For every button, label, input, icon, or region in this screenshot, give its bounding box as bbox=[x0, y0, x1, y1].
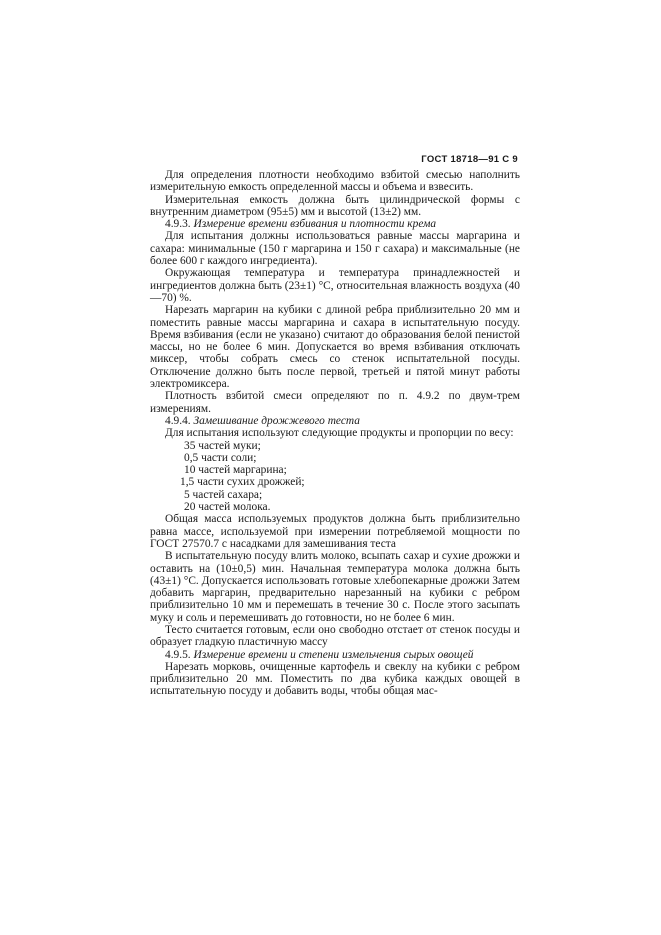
section-title: Замешивание дрожжевого теста bbox=[193, 414, 360, 427]
ingredient-list bbox=[150, 440, 520, 514]
list-item: 1,5 части сухих дрожжей; bbox=[180, 476, 305, 489]
document-page bbox=[150, 153, 520, 698]
section-title: Измерение времени и степени измельчения сырых овощей bbox=[193, 648, 474, 661]
list-item: 5 частей сахара; bbox=[184, 488, 263, 501]
section-heading-4-9-3 bbox=[150, 218, 520, 230]
list-item: 20 частей молока. bbox=[184, 501, 271, 514]
paragraph-density-measure: Плотность взбитой смеси определяют по п. 4.9.2 по двум-трем измерениям. bbox=[150, 390, 520, 415]
paragraph-procedure: В испытательную посуду влить молоко, всыпать сахар и сухие дрожжи и оставить на (10±0,5) мин. Начальная температура молока должна быть (43±1) °С. Допускается использовать готовые хлебопекарные дрожжи Затем добавить маргарин, предварительно нарезанный на кубики с ребром приблизительно 10 мм и перемешать в течение 30 с. После этого засыпать муку и соль и перемешивать до готовности, но не более 6 мин. bbox=[150, 550, 520, 624]
section-title: Измерение времени взбивания и плотности крема bbox=[193, 218, 437, 231]
paragraph-total-mass: Общая масса используемых продуктов должна быть приблизительно равна массе, используемой при измерении потребляемой мощности по ГОСТ 27570.7 с насадками для замешивания теста bbox=[150, 513, 520, 550]
paragraph-dough-ready: Тесто считается готовым, если оно свободно отстает от стенок посуды и образует гладкую пластичную массу bbox=[150, 623, 520, 649]
paragraph-temperature: Окружающая температура и температура принадлежностей и ингредиентов должна быть (23±1) °С, относительная влажность воздуха (40—70) %. bbox=[150, 267, 520, 304]
paragraph-cut-margarine: Нарезать маргарин на кубики с длиной ребра приблизительно 20 мм и поместить равные массы маргарина и сахара в испытательную посуду. Время взбивания (если не указано) считают до образования белой пенистой массы, но не более 6 мин. Допускается во время взбивания отключать миксер, чтобы собрать смесь со стенок испытательной посуды. Отключение должно быть после первой, третьей и пятой минут работы электромиксера. bbox=[150, 304, 520, 391]
paragraph-equal-masses: Для испытания должны использоваться равные массы маргарина и сахара: минимальные (150 г маргарина и 150 г сахара) и максимальные (не более 600 г каждого ингредиента). bbox=[150, 230, 520, 268]
section-number: 4.9.3. bbox=[165, 218, 191, 231]
paragraph-products-intro: Для испытания используют следующие продукты и пропорции по весу: bbox=[165, 427, 514, 440]
paragraph-density-fill: Для определения плотности необходимо взбитой смесью наполнить измерительную емкость определенной массы и объема и взвесить. bbox=[150, 169, 520, 194]
section-heading-4-9-4 bbox=[150, 415, 520, 427]
paragraph-container-shape: Измерительная емкость должна быть цилиндрической формы с внутренним диаметром (95±5) мм и высотой (13±2) мм. bbox=[150, 193, 520, 218]
running-head: ГОСТ 18718—91 С 9 bbox=[421, 154, 518, 165]
body-text bbox=[150, 169, 520, 698]
section-heading-4-9-5 bbox=[150, 649, 520, 661]
list-item: 0,5 части соли; bbox=[184, 451, 257, 464]
list-item: 35 частей муки; bbox=[184, 439, 261, 452]
list-item: 10 частей маргарина; bbox=[184, 464, 287, 477]
section-number: 4.9.5. bbox=[165, 648, 191, 661]
section-number: 4.9.4. bbox=[165, 414, 191, 427]
paragraph-vegetables: Нарезать морковь, очищенные картофель и свеклу на кубики с ребром приблизительно 20 мм. Поместить по два кубика каждых овощей в испытательную посуду и добавить воды, чтобы общая мас- bbox=[150, 660, 520, 698]
